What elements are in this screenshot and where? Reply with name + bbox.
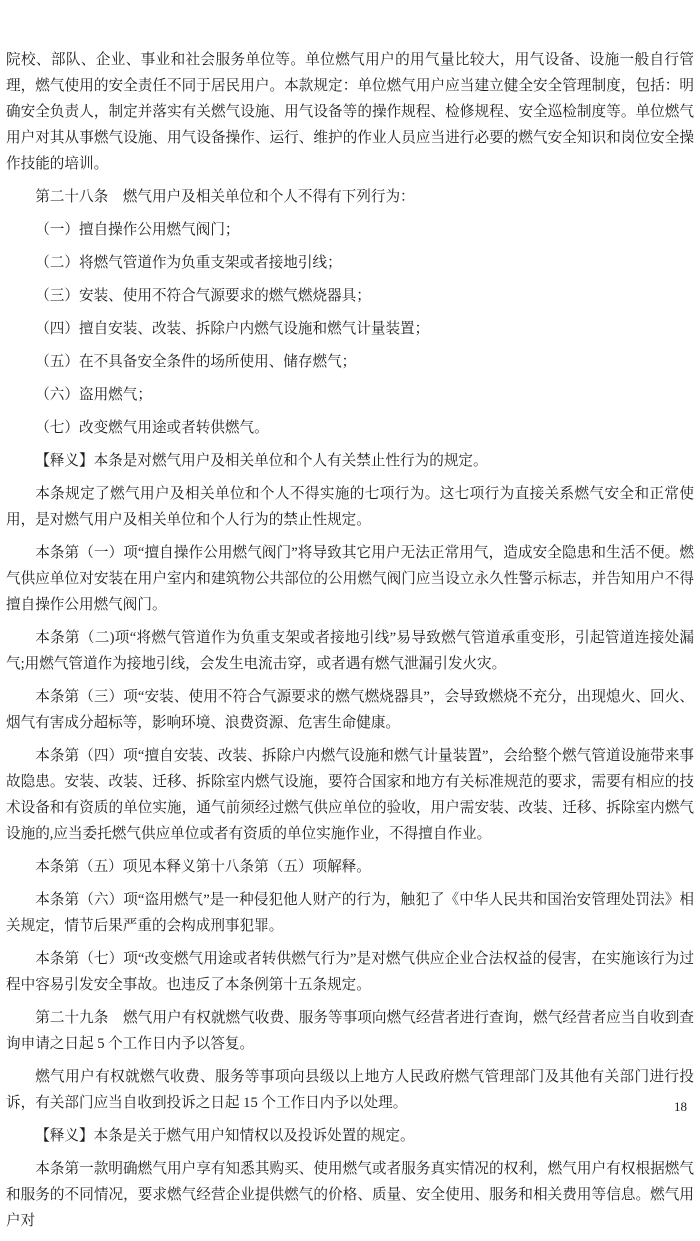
paragraph: 第二十八条 燃气用户及相关单位和个人不得有下列行为： [35, 189, 415, 205]
document-page [6, 47, 694, 1241]
paragraph: （二）将燃气管道作为负重支架或者接地引线； [35, 255, 342, 271]
paragraph: 燃气用户有权就燃气收费、服务等事项向县级以上地方人民政府燃气管理部门及其他有关部门进行投诉，有关部门应当自收到投诉之日起 15 个工作日内予以处理。 [6, 1069, 694, 1111]
paragraph: 第二十九条 燃气用户有权就燃气收费、服务等事项向燃气经营者进行查询，燃气经营者应当自收到查询申请之日起 5 个工作日内予以答复。 [6, 1010, 694, 1052]
paragraph: （四）擅自安装、改装、拆除户内燃气设施和燃气计量装置； [35, 321, 430, 337]
paragraph: 本条第（三）项“安装、使用不符合气源要求的燃气燃烧器具”，会导致燃烧不充分，出现熄火、回火、烟气有害成分超标等，影响环境、浪费资源、危害生命健康。 [6, 689, 694, 731]
paragraph: 【释义】本条是对燃气用户及相关单位和个人有关禁止性行为的规定。 [35, 453, 488, 469]
paragraph: 本条第（一）项“擅自操作公用燃气阀门”将导致其它用户无法正常用气，造成安全隐患和生活不便。燃气供应单位对安装在用户室内和建筑物公共部位的公用燃气阀门应当设立永久性警示标志，并告知用户不得擅自操作公用燃气阀门。 [6, 545, 694, 613]
paragraph: （六）盗用燃气； [35, 387, 152, 403]
paragraph: （七）改变燃气用途或者转供燃气。 [35, 420, 269, 436]
paragraph: 本条第（七）项“改变燃气用途或者转供燃气行为”是对燃气供应企业合法权益的侵害，在实施该行为过程中容易引发安全事故。也违反了本条例第十五条规定。 [6, 951, 694, 993]
paragraph: 院校、部队、企业、事业和社会服务单位等。单位燃气用户的用气量比较大，用气设备、设施一般自行管理，燃气使用的安全责任不同于居民用户。本款规定：单位燃气用户应当建立健全安全管理制度，包括：明确安全负责人，制定并落实有关燃气设施、用气设备等的操作规程、检修规程、安全巡检制度等。单位燃气用户对其从事燃气设施、用气设备操作、运行、维护的作业人员应当进行必要的燃气安全知识和岗位安全操作技能的培训。 [6, 52, 694, 172]
paragraph: 本条规定了燃气用户及相关单位和个人不得实施的七项行为。这七项行为直接关系燃气安全和正常使用，是对燃气用户及相关单位和个人行为的禁止性规定。 [6, 486, 694, 528]
paragraph: 本条第（二)项“将燃气管道作为负重支架或者接地引线”易导致燃气管道承重变形，引起管道连接处漏气;用燃气管道作为接地引线，会发生电流击穿，或者遇有燃气泄漏引发火灾。 [6, 630, 694, 672]
paragraph: 本条第一款明确燃气用户享有知悉其购买、使用燃气或者服务真实情况的权利，燃气用户有权根据燃气和服务的不同情况，要求燃气经营企业提供燃气的价格、质量、安全使用、服务和相关费用等信息。燃气用户对 [6, 1161, 694, 1229]
paragraph: 本条第（五）项见本释义第十八条第（五）项解释。 [35, 859, 371, 875]
document-body [6, 47, 694, 1234]
paragraph: （三）安装、使用不符合气源要求的燃气燃烧器具； [35, 288, 371, 304]
paragraph: 本条第（四）项“擅自安装、改装、拆除户内燃气设施和燃气计量装置”，会给整个燃气管道设施带来事故隐患。安装、改装、迁移、拆除室内燃气设施，要符合国家和地方有关标准规范的要求，需要有相应的技术设备和有资质的单位实施，通气前须经过燃气供应单位的验收，用户需安装、改装、迁移、拆除室内燃气设施的,应当委托燃气供应单位或者有资质的单位实施作业，不得擅自作业。 [6, 748, 694, 842]
page-number: 18 [674, 1099, 687, 1114]
paragraph: 【释义】本条是关于燃气用户知情权以及投诉处置的规定。 [35, 1128, 415, 1144]
paragraph: （五）在不具备安全条件的场所使用、储存燃气； [35, 354, 357, 370]
paragraph: 本条第（六）项“盗用燃气”是一种侵犯他人财产的行为，触犯了《中华人民共和国治安管理处罚法》相关规定，情节后果严重的会构成刑事犯罪。 [6, 892, 694, 934]
paragraph: （一）擅自操作公用燃气阀门； [35, 222, 240, 238]
